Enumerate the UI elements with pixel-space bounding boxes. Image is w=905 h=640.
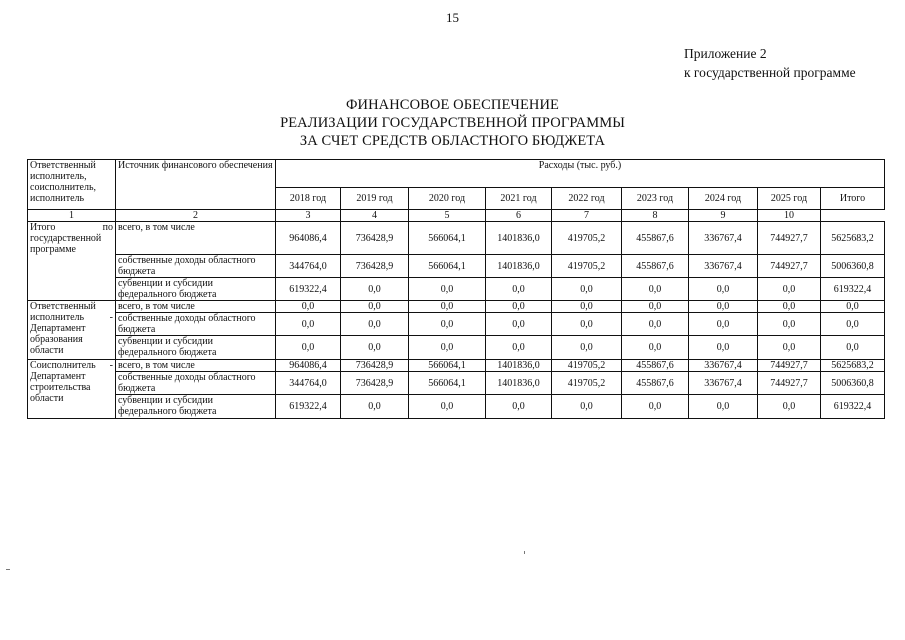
title-line-2: РЕАЛИЗАЦИИ ГОСУДАРСТВЕННОЙ ПРОГРАММЫ <box>280 115 625 131</box>
value-cell: 455867,6 <box>622 222 689 255</box>
table-body <box>28 160 885 419</box>
table-row <box>28 336 885 360</box>
value-cell: 0,0 <box>486 313 552 336</box>
column-index-cell: 5 <box>409 210 486 222</box>
value-cell: 0,0 <box>758 313 821 336</box>
value-cell: 964086,4 <box>276 360 341 372</box>
total-cell: 619322,4 <box>821 395 885 419</box>
total-cell: 5625683,2 <box>821 222 885 255</box>
value-cell: 0,0 <box>341 395 409 419</box>
executor-cell: Ответственный исполнитель - Департамент образования области <box>28 301 116 360</box>
executor-cell: Итого по государственной программе <box>28 222 116 301</box>
value-cell: 619322,4 <box>276 278 341 301</box>
value-cell: 744927,7 <box>758 222 821 255</box>
value-cell: 0,0 <box>758 278 821 301</box>
header-source: Источник финансового обеспечения <box>116 160 276 210</box>
column-index-cell: 8 <box>622 210 689 222</box>
value-cell: 1401836,0 <box>486 360 552 372</box>
total-cell: 0,0 <box>821 301 885 313</box>
value-cell: 1401836,0 <box>486 222 552 255</box>
value-cell: 0,0 <box>622 301 689 313</box>
source-cell: всего, в том числе <box>116 222 276 255</box>
value-cell: 0,0 <box>341 313 409 336</box>
value-cell: 0,0 <box>622 313 689 336</box>
value-cell: 455867,6 <box>622 360 689 372</box>
value-cell: 336767,4 <box>689 255 758 278</box>
table-row <box>28 313 885 336</box>
header-year-cell: 2025 год <box>758 188 821 210</box>
header-executor: Ответственный исполнитель, соисполнитель, исполнитель <box>28 160 116 210</box>
value-cell: 736428,9 <box>341 360 409 372</box>
value-cell: 0,0 <box>689 313 758 336</box>
value-cell: 0,0 <box>409 313 486 336</box>
column-index-cell: 4 <box>341 210 409 222</box>
value-cell: 419705,2 <box>552 222 622 255</box>
table-row <box>28 372 885 395</box>
header-year-cell: 2021 год <box>486 188 552 210</box>
page-number: 15 <box>446 10 459 25</box>
value-cell: 344764,0 <box>276 372 341 395</box>
table-row <box>28 301 885 313</box>
column-index-row <box>28 210 885 222</box>
value-cell: 0,0 <box>689 278 758 301</box>
value-cell: 619322,4 <box>276 395 341 419</box>
header-year-cell: 2024 год <box>689 188 758 210</box>
value-cell: 964086,4 <box>276 222 341 255</box>
value-cell: 0,0 <box>486 301 552 313</box>
appendix-line-1: Приложение 2 <box>684 46 767 61</box>
value-cell: 0,0 <box>552 313 622 336</box>
source-cell: собственные доходы областного бюджета <box>116 255 276 278</box>
table-row <box>28 222 885 255</box>
value-cell: 744927,7 <box>758 255 821 278</box>
column-index-cell: 10 <box>758 210 821 222</box>
value-cell: 0,0 <box>689 395 758 419</box>
total-cell: 5006360,8 <box>821 255 885 278</box>
executor-cell: Соисполнитель - Департамент строительства области <box>28 360 116 419</box>
value-cell: 344764,0 <box>276 255 341 278</box>
header-year-cell: 2023 год <box>622 188 689 210</box>
table-row <box>28 395 885 419</box>
value-cell: 0,0 <box>486 395 552 419</box>
total-cell: 0,0 <box>821 336 885 360</box>
appendix-line-2: к государственной программе <box>684 65 856 80</box>
table-row <box>28 278 885 301</box>
value-cell: 336767,4 <box>689 222 758 255</box>
appendix-note <box>684 44 856 82</box>
value-cell: 0,0 <box>486 336 552 360</box>
header-expenses: Расходы (тыс. руб.) <box>276 160 885 188</box>
value-cell: 1401836,0 <box>486 372 552 395</box>
column-index-cell: 1 <box>28 210 116 222</box>
value-cell: 0,0 <box>486 278 552 301</box>
column-index-cell: 7 <box>552 210 622 222</box>
value-cell: 736428,9 <box>341 372 409 395</box>
value-cell: 0,0 <box>758 301 821 313</box>
value-cell: 566064,1 <box>409 255 486 278</box>
value-cell: 419705,2 <box>552 372 622 395</box>
source-cell: субвенции и субсидии федерального бюджета <box>116 336 276 360</box>
value-cell: 566064,1 <box>409 222 486 255</box>
value-cell: 336767,4 <box>689 360 758 372</box>
total-cell: 5625683,2 <box>821 360 885 372</box>
total-cell: 619322,4 <box>821 278 885 301</box>
value-cell: 455867,6 <box>622 372 689 395</box>
table-row <box>28 360 885 372</box>
table-row <box>28 255 885 278</box>
value-cell: 566064,1 <box>409 360 486 372</box>
header-year-cell: 2018 год <box>276 188 341 210</box>
value-cell: 0,0 <box>552 395 622 419</box>
value-cell: 0,0 <box>622 278 689 301</box>
value-cell: 736428,9 <box>341 222 409 255</box>
total-cell: 5006360,8 <box>821 372 885 395</box>
value-cell: 0,0 <box>622 395 689 419</box>
value-cell: 736428,9 <box>341 255 409 278</box>
value-cell: 566064,1 <box>409 372 486 395</box>
value-cell: 0,0 <box>758 336 821 360</box>
total-cell: 0,0 <box>821 313 885 336</box>
document-title <box>0 96 905 150</box>
header-year-cell: 2020 год <box>409 188 486 210</box>
source-cell: субвенции и субсидии федерального бюджета <box>116 278 276 301</box>
source-cell: собственные доходы областного бюджета <box>116 372 276 395</box>
header-row <box>28 160 885 188</box>
value-cell: 1401836,0 <box>486 255 552 278</box>
column-index-cell: 2 <box>116 210 276 222</box>
value-cell: 0,0 <box>622 336 689 360</box>
value-cell: 0,0 <box>409 278 486 301</box>
value-cell: 336767,4 <box>689 372 758 395</box>
value-cell: 0,0 <box>409 336 486 360</box>
source-cell: субвенции и субсидии федерального бюджета <box>116 395 276 419</box>
header-year-cell: 2019 год <box>341 188 409 210</box>
value-cell: 0,0 <box>276 313 341 336</box>
column-index-cell: 6 <box>486 210 552 222</box>
header-year-cell: Итого <box>821 188 885 210</box>
value-cell: 0,0 <box>276 301 341 313</box>
value-cell: 0,0 <box>409 395 486 419</box>
header-year-cell: 2022 год <box>552 188 622 210</box>
value-cell: 744927,7 <box>758 360 821 372</box>
source-cell: всего, в том числе <box>116 360 276 372</box>
value-cell: 419705,2 <box>552 255 622 278</box>
financing-table <box>27 159 885 419</box>
value-cell: 419705,2 <box>552 360 622 372</box>
column-index-cell: 3 <box>276 210 341 222</box>
scan-mark <box>6 569 10 570</box>
value-cell: 0,0 <box>409 301 486 313</box>
source-cell: всего, в том числе <box>116 301 276 313</box>
value-cell: 0,0 <box>552 278 622 301</box>
value-cell: 0,0 <box>552 301 622 313</box>
value-cell: 0,0 <box>689 301 758 313</box>
scan-mark <box>524 551 525 554</box>
value-cell: 0,0 <box>758 395 821 419</box>
value-cell: 455867,6 <box>622 255 689 278</box>
value-cell: 0,0 <box>552 336 622 360</box>
value-cell: 0,0 <box>341 301 409 313</box>
column-index-cell: 9 <box>689 210 758 222</box>
value-cell: 0,0 <box>689 336 758 360</box>
value-cell: 0,0 <box>341 278 409 301</box>
title-line-3: ЗА СЧЕТ СРЕДСТВ ОБЛАСТНОГО БЮДЖЕТА <box>299 133 606 149</box>
title-line-1: ФИНАНСОВОЕ ОБЕСПЕЧЕНИЕ <box>345 97 560 113</box>
value-cell: 0,0 <box>341 336 409 360</box>
value-cell: 744927,7 <box>758 372 821 395</box>
source-cell: собственные доходы областного бюджета <box>116 313 276 336</box>
value-cell: 0,0 <box>276 336 341 360</box>
